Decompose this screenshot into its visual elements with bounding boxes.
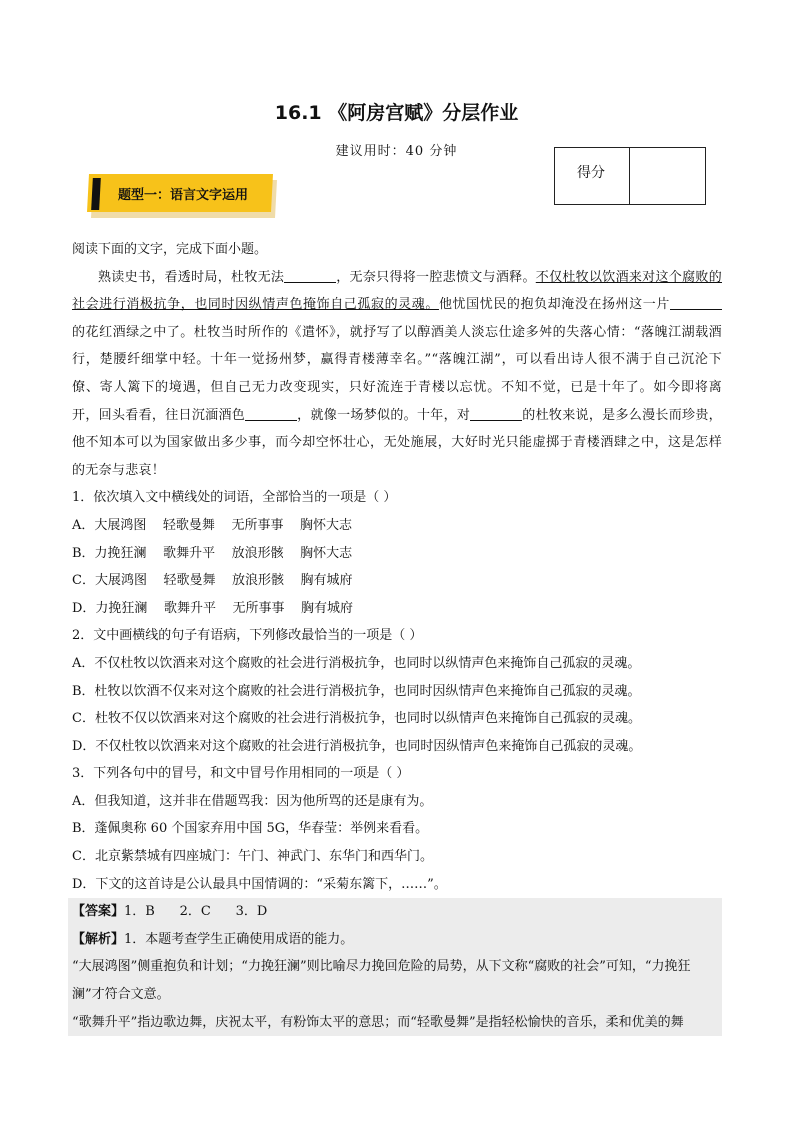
passage-segment: ，无奈只得将一腔悲愤文与酒释。 (336, 269, 536, 285)
passage-segment: 他忧国忧民的抱负却淹没在扬州这一片 (438, 297, 670, 313)
banner-accent-bar (91, 178, 101, 210)
q2-option-b: B．杜牧以饮酒不仅来对这个腐败的社会进行消极抗争，也同时因纵情声色来掩饰自己孤寂的灵魂。 (72, 683, 641, 699)
question-3-stem: 3．下列各句中的冒号，和文中冒号作用相同的一项是（ ） (72, 766, 410, 782)
question-1-stem: 1．依次填入文中横线处的词语，全部恰当的一项是（ ） (72, 490, 397, 506)
passage-segment: 的花红酒绿之中了。杜牧当时所作的《遣怀》，就抒写了以醇酒美人淡忘仕途多舛的失落心情：“落魄江湖载酒行，楚腰纤细掌中轻。十年一觉扬州梦，赢得青楼薄幸名。”“落魄江湖”，可以看出诗人很不满于自己沉沦下僚、寄人篱下的境遇，但自己无力改变现实，只好流连于青楼以忘忧。不知不觉，已是十年了。如今即将离开，回头看看，往日沉湎酒色 (72, 324, 722, 423)
intro-text: 阅读下面的文字，完成下面小题。 (72, 242, 268, 257)
blank-2 (670, 295, 722, 310)
question-2-stem: 2．文中画横线的句子有语病，下列修改最恰当的一项是（ ） (72, 628, 423, 644)
q1-option-a: A．大展鸿图 轻歌曼舞 无所事事 胸怀大志 (72, 517, 352, 533)
reading-passage (72, 264, 722, 485)
answer-text: 1．B 2．C 3．D (124, 904, 268, 920)
passage-segment: 熟读史书，看透时局，杜牧无法 (98, 269, 285, 285)
banner-label: 题型一：语言文字运用 (118, 188, 249, 203)
answer-line (72, 898, 722, 926)
blank-4 (470, 406, 522, 421)
q1-option-b: B．力挽狂澜 歌舞升平 放浪形骸 胸怀大志 (72, 545, 353, 561)
passage-segment: 的杜牧来说，是多么漫长而珍贵，他不知本可以为国家做出多少事，而今却空怀壮心，无处施展，大好时光只能虚掷于青楼酒肆之中，这是怎样的无奈与悲哀！ (72, 407, 722, 478)
blank-1 (284, 268, 336, 283)
blank-3 (245, 406, 297, 421)
q1-option-d: D．力挽狂澜 歌舞升平 无所事事 胸有城府 (72, 600, 354, 616)
document-body (72, 236, 722, 1036)
page-title: 16.1 《阿房宫赋》分层作业 (274, 102, 519, 124)
passage-segment: ，就像一场梦似的。十年，对 (297, 407, 471, 423)
analysis-text: 1．本题考查学生正确使用成语的能力。 (124, 931, 354, 947)
q3-option-c: C．北京紫禁城有四座城门：午门、神武门、东华门和西华门。 (72, 849, 433, 865)
analysis-line-3: “歌舞升平”指边歌边舞，庆祝太平，有粉饰太平的意思；而“轻歌曼舞”是指轻松愉快的音乐，柔和优美的舞 (72, 1014, 684, 1030)
answer-analysis-block (68, 898, 722, 1036)
score-box (554, 147, 706, 205)
analysis-line-1 (72, 926, 722, 954)
q3-option-b: B．蓬佩奥称 60 个国家弃用中国 5G，华春莹：举例来看看。 (72, 821, 429, 837)
score-label: 得分 (555, 148, 630, 204)
answer-label: 【答案】 (72, 904, 125, 920)
q2-option-d: D．不仅杜牧以饮酒来对这个腐败的社会进行消极抗争，也同时因纵情声色来掩饰自己孤寂的灵魂。 (72, 738, 642, 754)
q2-option-a: A．不仅杜牧以饮酒来对这个腐败的社会进行消极抗争，也同时以纵情声色来掩饰自己孤寂的灵魂。 (72, 655, 641, 671)
section-banner (88, 174, 274, 216)
q2-option-c: C．杜牧不仅以饮酒来对这个腐败的社会进行消极抗争，也同时以纵情声色来掩饰自己孤寂的灵魂。 (72, 711, 641, 727)
q3-option-a: A．但我知道，这并非在借题骂我：因为他所骂的还是康有为。 (72, 793, 433, 809)
analysis-line-2: “大展鸿图”侧重抱负和计划；“力挽狂澜”则比喻尽力挽回危险的局势，从下文称“腐败的社会”可知，“力挽狂澜”才符合文意。 (72, 959, 691, 1003)
suggested-time: 建议用时：40 分钟 (335, 144, 458, 159)
q3-option-d: D．下文的这首诗是公认最具中国情调的：“采菊东篱下，……”。 (72, 876, 447, 892)
score-value-field[interactable] (630, 148, 705, 204)
analysis-label: 【解析】 (72, 931, 125, 947)
q1-option-c: C．大展鸿图 轻歌曼舞 放浪形骸 胸有城府 (72, 573, 353, 589)
underlined-sentence: 不仅杜牧以饮酒来对这个腐败的社会进行消极抗争，也同时因纵情声色掩饰自己孤寂的灵魂。 (72, 269, 722, 313)
